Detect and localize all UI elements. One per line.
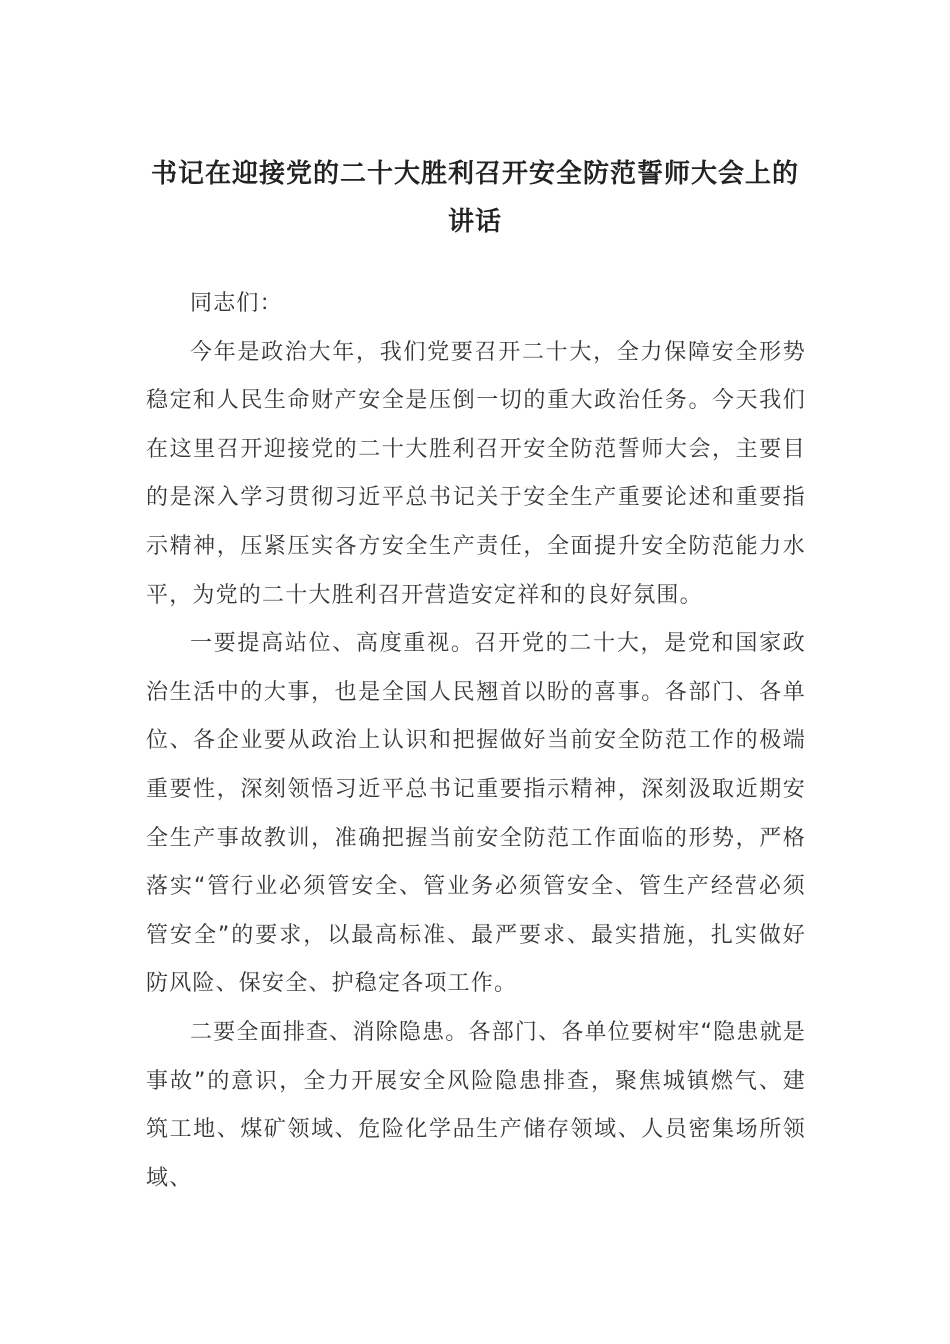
paragraph-1: 今年是政治大年，我们党要召开二十大，全力保障安全形势稳定和人民生命财产安全是压倒一切的重大政治任务。今天我们在这里召开迎接党的二十大胜利召开安全防范誓师大会，主要目的是深入学习贯彻习近平总书记关于安全生产重要论述和重要指示精神，压紧压实各方安全生产责任，全面提升安全防范能力水平，为党的二十大胜利召开营造安定祥和的良好氛围。: [146, 339, 806, 608]
paragraph-2: 一要提高站位、高度重视。召开党的二十大，是党和国家政治生活中的大事，也是全国人民翘首以盼的喜事。各部门、各单位、各企业要从政治上认识和把握做好当前安全防范工作的极端重要性，深刻领悟习近平总书记重要指示精神，深刻汲取近期安全生产事故教训，准确把握当前安全防范工作面临的形势，严格落实“管行业必须管安全、管业务必须管安全、管生产经营必须管安全”的要求，以最高标准、最严要求、最实措施，扎实做好防风险、保安全、护稳定各项工作。: [146, 631, 806, 997]
salutation: 同志们：: [190, 291, 283, 316]
document-title: 书记在迎接党的二十大胜利召开安全防范誓师大会上的讲话: [150, 159, 799, 237]
paragraph-3: 二要全面排查、消除隐患。各部门、各单位要树牢“隐患就是事故”的意识，全力开展安全风险隐患排查，聚焦城镇燃气、建筑工地、煤矿领域、危险化学品生产储存领域、人员密集场所领域、: [146, 1019, 806, 1191]
document-body: [146, 280, 806, 1203]
